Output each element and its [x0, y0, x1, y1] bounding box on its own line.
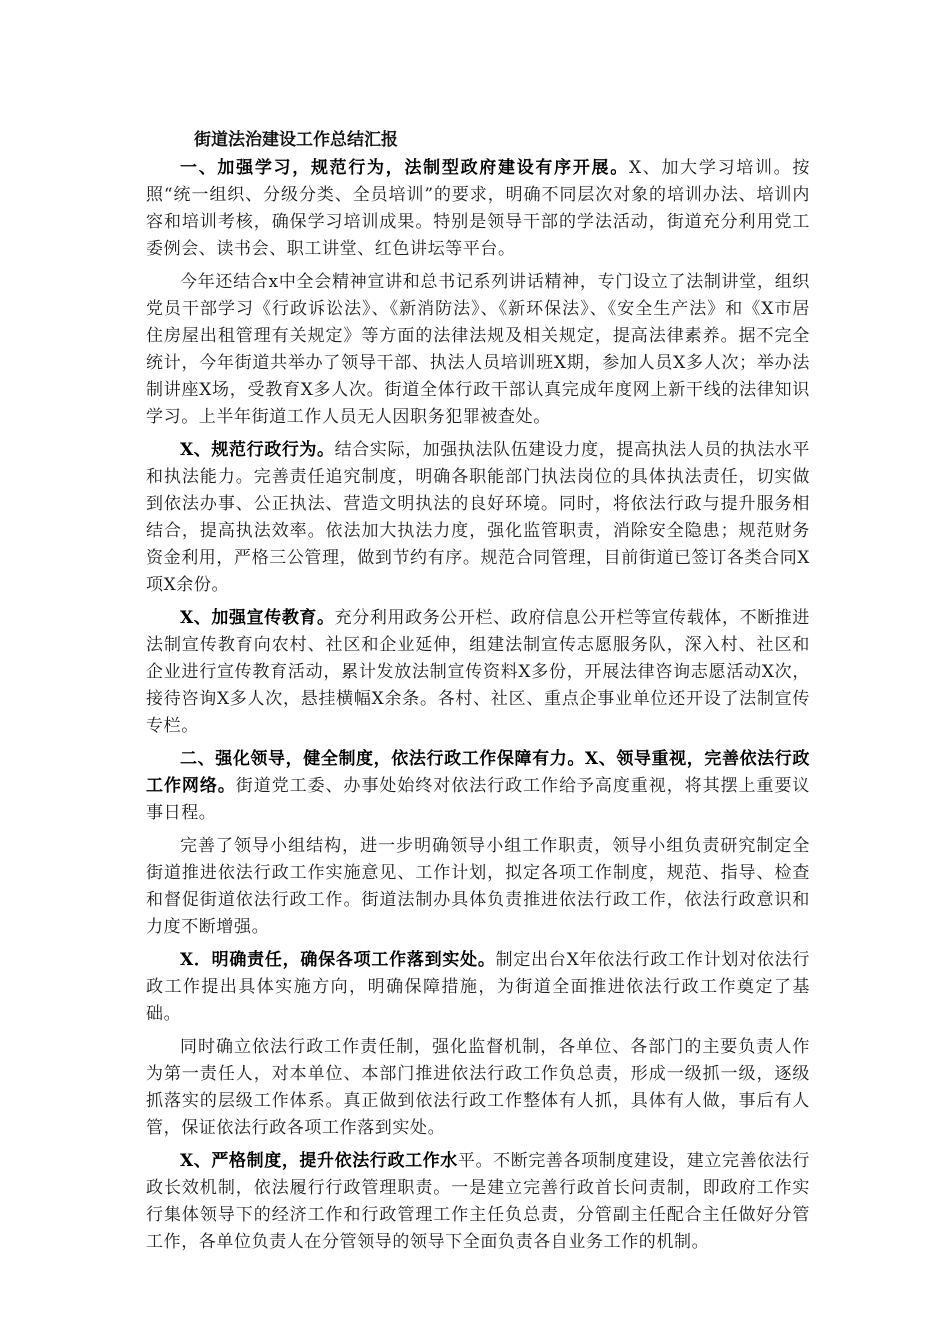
paragraph-heading: X、加强宣传教育。 — [180, 608, 335, 628]
paragraph-heading: 一、加强学习，规范行为，法制型政府建设有序开展。 — [180, 158, 629, 178]
paragraph-heading: X．明确责任，确保各项工作落到实处。 — [180, 950, 496, 970]
paragraph — [146, 605, 810, 740]
document-body — [146, 126, 810, 1260]
paragraph-text: 平。不断完善各项制度建设，建立完善依法行政长效机制，依法履行行政管理职责。一是建立完善行政首长问责制，即政府工作实行集体领导下的经济工作和行政管理工作主任负总责，分管副主任配合主任做好分管工作，各单位负责人在分管领导的领导下全面负责各自业务工作的机制。 — [146, 1151, 810, 1252]
paragraph-text: 今年还结合x中全会精神宣讲和总书记系列讲话精神，专门设立了法制讲堂，组织党员干部学习《行政诉讼法》、《新消防法》、《新环保法》、《安全生产法》和《X市居住房屋出租管理有关规定》等方面的法律法规及相关规定，提高法律素养。据不完全统计，今年街道共举办了领导干部、执法人员培训班X期，参加人员X多人次；举办法制讲座X场，受教育X多人次。街道全体行政干部认真完成年度网上新干线的法律知识学习。上半年街道工作人员无人因职务犯罪被查处。 — [146, 272, 810, 427]
paragraph — [146, 155, 810, 263]
paragraph — [146, 437, 810, 599]
paragraph-heading: X、严格制度，提升依法行政工作水 — [180, 1151, 458, 1171]
paragraph — [146, 1148, 810, 1256]
paragraph — [146, 1034, 810, 1142]
paragraph-text: 完善了领导小组结构，进一步明确领导小组工作职责，领导小组负责研究制定全街道推进依法行政工作实施意见、工作计划，拟定各项工作制度，规范、指导、检查和督促街道依法行政工作。街道法制办具体负责推进依法行政工作，依法行政意识和力度不断增强。 — [146, 836, 810, 937]
paragraph-text: 同时确立依法行政工作责任制，强化监督机制，各单位、各部门的主要负责人作为第一责任人，对本单位、本部门推进依法行政工作负总责，形成一级抓一级，逐级抓落实的层级工作体系。真正做到依法行政工作整体有人抓，具体有人做，事后有人管，保证依法行政各项工作落到实处。 — [146, 1037, 810, 1138]
paragraph-heading: 二、强化领导，健全制度，依法行政工作保障有力。X、领导重视，完善依法行政工作网络。 — [146, 749, 810, 796]
paragraph-text: 制定出台X年依法行政工作计划对依法行政工作提出具体实施方向，明确保障措施，为街道全面推进依法行政工作奠定了基础。 — [146, 950, 810, 1024]
paragraph — [146, 947, 810, 1028]
paragraph-text: 充分利用政务公开栏、政府信息公开栏等宣传载体，不断推进法制宣传教育向农村、社区和企业延伸，组建法制宣传志愿服务队，深入村、社区和企业进行宣传教育活动，累计发放法制宣传资料X多份，开展法律咨询志愿活动X次，接待咨询X多人次，悬挂横幅X余条。各村、社区、重点企事业单位还开设了法制宣传专栏。 — [146, 608, 811, 736]
paragraph — [146, 746, 810, 827]
document-title: 街道法治建设工作总结汇报 — [194, 130, 398, 150]
paragraph-text: 结合实际，加强执法队伍建设力度，提高执法人员的执法水平和执法能力。完善责任追究制度，明确各职能部门执法岗位的具体执法责任，切实做到依法办事、公正执法、营造文明执法的良好环境。同时，将依法行政与提升服务相结合，提高执法效率。依法加大执法力度，强化监管职责，消除安全隐患；规范财务资金利用，严格三公管理，做到节约有序。规范合同管理，目前街道已签订各类合同X项X余份。 — [146, 440, 811, 595]
paragraph-text: 街道党工委、办事处始终对依法行政工作给予高度重视，将其摆上重要议事日程。 — [146, 776, 810, 823]
paragraph — [146, 269, 810, 431]
paragraph-heading: X、规范行政行为。 — [180, 440, 335, 460]
paragraph — [146, 833, 810, 941]
paragraph-text: X、加大学习培训。按照“统一组织、分级分类、全员培训”的要求，明确不同层次对象的培训办法、培训内容和培训考核，确保学习培训成果。特别是领导干部的学法活动，街道充分利用党工委例会、读书会、职工讲堂、红色讲坛等平台。 — [146, 158, 810, 259]
